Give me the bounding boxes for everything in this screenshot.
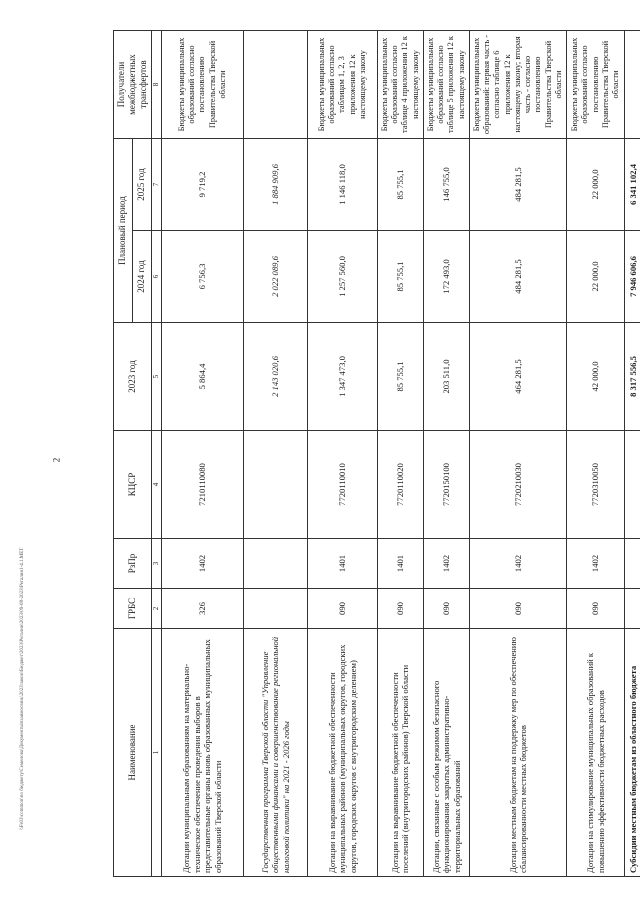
budget-table-rotated: [113, 31, 639, 877]
total-recipients: [625, 31, 640, 139]
row-2024: 172 493,0: [423, 231, 469, 323]
col-number: 7: [151, 139, 161, 231]
col-number: 2: [151, 589, 161, 629]
column-numbers-row: [151, 31, 161, 877]
col-number: 1: [151, 629, 161, 877]
row-rzpr: 1401: [307, 539, 377, 589]
row-2025: 85 755,1: [377, 139, 423, 231]
row-recipients: Бюджеты муниципальных образований согласно постановлению Правительства Тверской области: [567, 31, 625, 139]
row-2024: 22 000,0: [567, 231, 625, 323]
total-2023: 8 317 556,5: [625, 323, 640, 431]
row-name: Дотации на выравнивание бюджетной обеспеченности поселений (внутригородских районов) Тверской области: [377, 629, 423, 877]
total-rzpr: [625, 539, 640, 589]
row-name: Дотации на стимулирование муниципальных образований к повышению эффективности бюджетных расходов: [567, 629, 625, 877]
row-2023: 42 000,0: [567, 323, 625, 431]
col-name-header: Наименование: [114, 629, 152, 877]
row-2023: 2 143 020,6: [243, 323, 307, 431]
row-2025: 22 000,0: [567, 139, 625, 231]
row-name: Дотации на выравнивание бюджетной обеспеченности муниципальных районов (муниципальных округов, городских округов, городских округов с внутригородским делением): [307, 629, 377, 877]
row-rzpr: 1402: [161, 539, 243, 589]
row-grbs: 090: [377, 589, 423, 629]
total-name: Субсидии местным бюджетам из областного бюджета: [625, 629, 640, 877]
table-row: [161, 31, 243, 877]
col-number: 8: [151, 31, 161, 139]
row-recipients: [243, 31, 307, 139]
row-name: Государственная программа Тверской области "Управление общественными финансами и совершенствование региональной налоговой политики" на 2021 - 2026 годы: [243, 629, 307, 877]
row-rzpr: [243, 539, 307, 589]
row-grbs: 090: [567, 589, 625, 629]
col-2025-header: 2025 год: [132, 139, 151, 231]
col-rzpr-header: РзПр: [114, 539, 152, 589]
table-row-program: [243, 31, 307, 877]
row-kcsr: 7720210030: [469, 431, 566, 539]
row-recipients: Бюджеты муниципальных образований согласно таблице 5 приложения 12 к настоящему закону: [423, 31, 469, 139]
row-2023: 1 347 473,0: [307, 323, 377, 431]
row-rzpr: 1402: [423, 539, 469, 589]
row-kcsr: [243, 431, 307, 539]
row-2024: 1 257 560,0: [307, 231, 377, 323]
row-kcsr: 7210110080: [161, 431, 243, 539]
total-2024: 7 946 606,6: [625, 231, 640, 323]
row-recipients: Бюджеты муниципальных образований согласно таблицам 1, 2, 3 приложения 12 к настоящему закону: [307, 31, 377, 139]
total-kcsr: [625, 431, 640, 539]
table-row: [423, 31, 469, 877]
row-2023: 464 281,5: [469, 323, 566, 431]
row-2025: 1 884 909,6: [243, 139, 307, 231]
total-grbs: [625, 589, 640, 629]
page-number: 2: [51, 457, 62, 463]
col-kcsr-header: КЦСР: [114, 431, 152, 539]
col-number: 6: [151, 231, 161, 323]
row-2023: 5 864,4: [161, 323, 243, 431]
row-kcsr: 7720310050: [567, 431, 625, 539]
row-grbs: 090: [307, 589, 377, 629]
row-kcsr: 7720110020: [377, 431, 423, 539]
col-number: 5: [151, 323, 161, 431]
col-2023-header: 2023 год: [114, 323, 152, 431]
col-2024-header: 2024 год: [132, 231, 151, 323]
total-2025: 6 341 102,4: [625, 139, 640, 231]
row-recipients: Бюджеты муниципальных образований согласно таблице 4 приложения 12 к настоящему закону: [377, 31, 423, 139]
row-recipients: Бюджеты муниципальных образований: первая часть - согласно таблице 6 приложения 12 к настоящему закону; вторая часть - согласно постановлению Правительства Тверской области: [469, 31, 566, 139]
row-grbs: 090: [469, 589, 566, 629]
col-number: 3: [151, 539, 161, 589]
row-2025: 146 755,0: [423, 139, 469, 231]
table-row: [377, 31, 423, 877]
row-grbs: 090: [423, 589, 469, 629]
row-2024: 6 756,3: [161, 231, 243, 323]
row-rzpr: 1402: [567, 539, 625, 589]
table-row: [307, 31, 377, 877]
row-kcsr: 7720150100: [423, 431, 469, 539]
row-2024: 2 022 089,6: [243, 231, 307, 323]
col-plan-header: Плановый период: [114, 139, 133, 323]
row-recipients: Бюджеты муниципальных образований согласно постановлению Правительства Тверской области: [161, 31, 243, 139]
budget-table: [113, 30, 640, 877]
total-row: [625, 31, 640, 877]
col-recipients-header: Получатели межбюджетных трансфертов: [114, 31, 152, 139]
row-2024: 484 281,5: [469, 231, 566, 323]
row-2023: 85 755,1: [377, 323, 423, 431]
col-number: 4: [151, 431, 161, 539]
file-path-footer: \\Fs03\common\по бюджету\Семенова\Документы\взаимосвязь\2023\закон\Бюджет\2023\Регалии\2023\09-08-2023\Регалии1-4.1.МЕТ: [20, 547, 25, 830]
row-2025: 9 719,2: [161, 139, 243, 231]
table-row: [567, 31, 625, 877]
row-name: Дотации муниципальным образованиям на материально-техническое обеспечение проведения выборов в представительные органы вновь образованных муниципальных образований Тверской области: [161, 629, 243, 877]
row-name: Дотации местным бюджетам на поддержку мер по обеспечению сбалансированности местных бюджетов: [469, 629, 566, 877]
row-kcsr: 7720110010: [307, 431, 377, 539]
row-grbs: 326: [161, 589, 243, 629]
row-2025: 1 146 118,0: [307, 139, 377, 231]
row-rzpr: 1401: [377, 539, 423, 589]
header-row-1: [114, 31, 133, 877]
row-2024: 85 755,1: [377, 231, 423, 323]
row-grbs: [243, 589, 307, 629]
row-2025: 484 281,5: [469, 139, 566, 231]
row-2023: 203 511,0: [423, 323, 469, 431]
table-row: [469, 31, 566, 877]
row-name: Дотации, связанные с особым режимом безопасного функционирования закрытых административно-территориальных образований: [423, 629, 469, 877]
col-grbs-header: ГРБС: [114, 589, 152, 629]
row-rzpr: 1402: [469, 539, 566, 589]
